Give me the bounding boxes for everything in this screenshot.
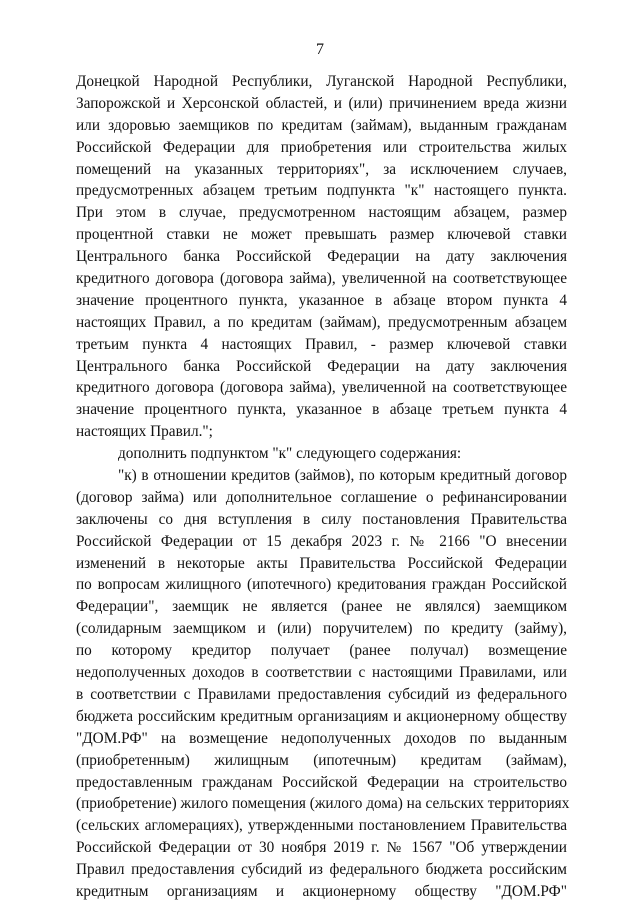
text-line: (приобретение) жилого помещения (жилого дома) на сельских территориях <box>76 795 570 813</box>
text-line: помещений на указанных территориях", за исключением случаев, <box>76 160 567 178</box>
text-line: процентной ставки не может превышать размер ключевой ставки <box>76 226 567 244</box>
text-line: Центрального банка Российской Федерации на дату заключения <box>76 357 567 375</box>
text-line: по вопросам жилищного (ипотечного) кредитования граждан Российской <box>76 576 567 594</box>
text-line: предусмотренных абзацем третьим подпункта "к" настоящего пункта. <box>76 182 567 200</box>
text-line: Правил предоставления субсидий из федерального бюджета российским <box>76 861 567 879</box>
text-line: При этом в случае, предусмотренном настоящим абзацем, размер <box>76 204 567 222</box>
text-line: настоящих Правил, а по кредитам (займам), предусмотренным абзацем <box>76 313 567 331</box>
text-line: дополнить подпунктом "к" следующего содержания: <box>118 445 462 463</box>
text-line: Федерации", заемщик не является (ранее не являлся) заемщиком <box>76 598 567 616</box>
text-line: Центрального банка Российской Федерации на дату заключения <box>76 248 567 266</box>
text-line: кредитного договора (договора займа), увеличенной на соответствующее <box>76 379 567 397</box>
text-line: третьим пункта 4 настоящих Правил, - размер ключевой ставки <box>76 335 567 353</box>
text-line: (солидарным заемщиком и (или) поручителем) по кредиту (займу), <box>76 620 567 638</box>
text-line: настоящих Правил."; <box>76 423 213 441</box>
text-line: Российской Федерации от 15 декабря 2023 г. № 2166 "О внесении <box>76 532 567 550</box>
text-line: Российской Федерации от 30 ноября 2019 г. № 1567 "Об утверждении <box>76 839 567 857</box>
text-line: бюджета российским кредитным организациям и акционерному обществу <box>76 707 567 725</box>
text-line: по которому кредитор получает (ранее получал) возмещение <box>76 642 567 660</box>
text-line: предоставленным гражданам Российской Федерации на строительство <box>76 773 567 791</box>
text-line: кредитного договора (договора займа), увеличенной на соответствующее <box>76 270 567 288</box>
text-line: недополученных доходов в соответствии с настоящими Правилами, или <box>76 664 567 682</box>
text-line: "ДОМ.РФ" на возмещение недополученных доходов по выданным <box>76 729 567 747</box>
text-line: (сельских агломерациях), утвержденными постановлением Правительства <box>76 817 567 835</box>
page-number: 7 <box>316 41 324 58</box>
text-line: значение процентного пункта, указанное в абзаце втором пункта 4 <box>76 291 567 309</box>
text-line: Запорожской и Херсонской областей, и (или) причинением вреда жизни <box>76 94 567 112</box>
text-line: Донецкой Народной Республики, Луганской Народной Республики, <box>76 73 567 90</box>
document-body <box>76 71 570 903</box>
text-line: (приобретенным) жилищным (ипотечным) кредитам (займам), <box>76 751 567 769</box>
text-line: изменений в некоторые акты Правительства Российской Федерации <box>76 554 567 572</box>
text-line: заключены со дня вступления в силу постановления Правительства <box>76 510 567 528</box>
text-line: в соответствии с Правилами предоставления субсидий из федерального <box>76 685 567 703</box>
text-line: значение процентного пункта, указанное в абзаце третьем пункта 4 <box>76 401 567 419</box>
text-line: "к) в отношении кредитов (займов), по которым кредитный договор <box>118 467 567 485</box>
text-line: кредитным организациям и акционерному обществу "ДОМ.РФ" <box>76 882 567 900</box>
text-line: или здоровью заемщиков по кредитам (займам), выданным гражданам <box>76 116 567 134</box>
text-line: (договор займа) или дополнительное соглашение о рефинансировании <box>76 488 567 506</box>
text-line: Российской Федерации для приобретения или строительства жилых <box>76 138 567 156</box>
